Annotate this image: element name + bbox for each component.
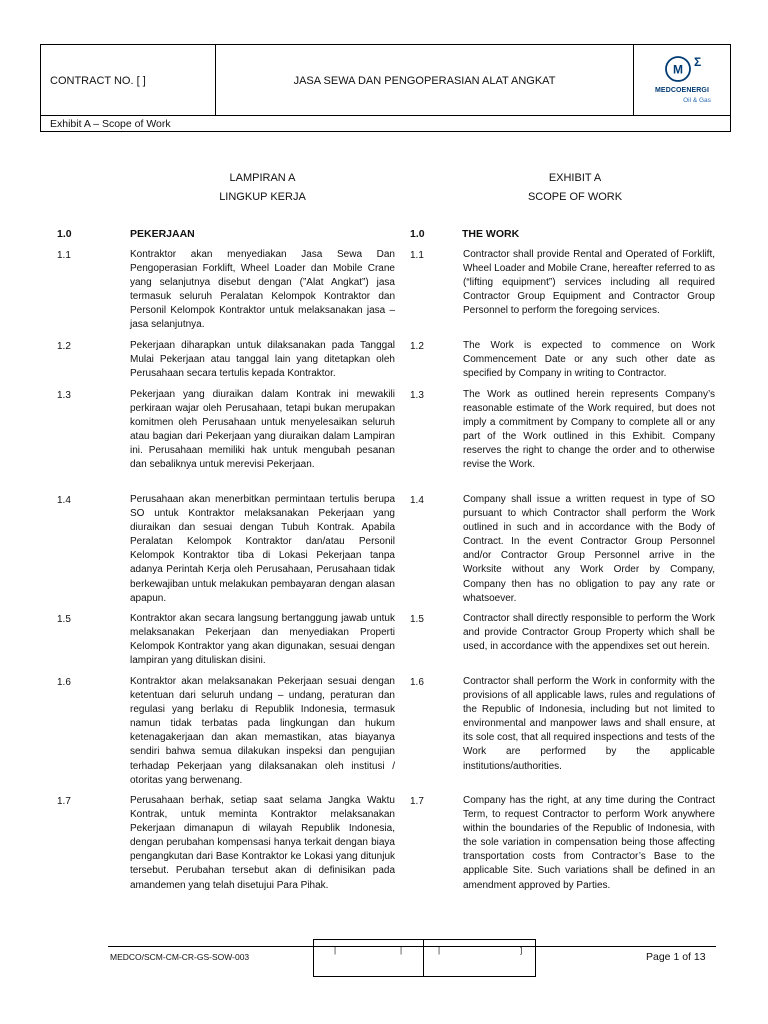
item-number-left: 1.7 <box>57 796 71 807</box>
item-number-left: 1.4 <box>57 495 71 506</box>
item-number-right: 1.2 <box>410 341 424 352</box>
logo-subtitle: Oil & Gas <box>683 97 711 104</box>
left-title-line1: LAMPIRAN A <box>229 172 296 184</box>
clause-text-en: Contractor shall provide Rental and Operated of Forklift, Wheel Loader and Mobile Crane, hereafter referred to as (“lifting equipment”) services including all required Contractor Group Equipment and Contractor Group Personnel to perform the foregoing services. <box>463 249 715 317</box>
left-section-title: PEKERJAAN <box>130 228 195 240</box>
item-number-right: 1.3 <box>410 390 424 401</box>
item-number-right: 1.4 <box>410 495 424 506</box>
page-number: Page 1 of 13 <box>646 951 706 963</box>
item-number-left: 1.2 <box>57 341 71 352</box>
logo-name: MEDCOENERGI <box>655 87 709 94</box>
clause-text-en: Contractor shall perform the Work in conformity with the provisions of all applicable laws, rules and regulations of the Republic of Indonesia, including but not limited to environmental and manpower laws and shall ensure, at its sole cost, that all required inspections and tests of the Work are performed by the applicable institutions/authorities. <box>463 676 715 772</box>
left-section-number: 1.0 <box>57 228 72 240</box>
clause-text-en: The Work as outlined herein represents Company’s reasonable estimate of the Work required, but does not imply a commitment by Company to complete all or any part of the Work outlined in this Exhibit. Company reserves the right to change the order and to otherwise revise the Work. <box>463 389 715 471</box>
item-number-left: 1.1 <box>57 250 71 261</box>
footer-approval-box <box>313 939 536 977</box>
item-number-right: 1.6 <box>410 677 424 688</box>
right-title-line1: EXHIBIT A <box>548 172 602 184</box>
item-number-right: 1.7 <box>410 796 424 807</box>
item-number-left: 1.5 <box>57 614 71 625</box>
clause-text-id: Pekerjaan diharapkan untuk dilaksanakan pada Tanggal Mulai Pekerjaan atau tanggal lain yang ditetapkan oleh Perusahaan secara tertulis kepada Kontraktor. <box>130 340 395 380</box>
svg-text:Σ: Σ <box>694 55 702 69</box>
item-number-left: 1.3 <box>57 390 71 401</box>
right-title-line2: SCOPE OF WORK <box>527 191 623 203</box>
clause-text-id: Kontraktor akan menyediakan Jasa Sewa Dan Pengoperasian Forklift, Wheel Loader dan Mobile Crane yang selanjutnya disebut dengan (”Alat Angkat”) jasa termasuk seluruh Peralatan Kelompok Kontraktor dan Personil Kelompok Kontraktor untuk melaksanakan jasa – jasa selanjutnya. <box>130 249 395 331</box>
item-number-right: 1.1 <box>410 250 424 261</box>
clause-text-id: Kontraktor akan secara langsung bertanggung jawab untuk melaksanakan Pekerjaan dan menyediakan Properti Kelompok Kontraktor yang akan digunakan, sesuai dengan lampiran yang dituliskan disini. <box>130 613 395 667</box>
document-header <box>40 44 731 132</box>
document-code: MEDCO/SCM-CM-CR-GS-SOW-003 <box>110 952 250 962</box>
clause-text-en: Contractor shall directly responsible to perform the Work and provide Contractor Group Property which shall be used, in accordance with the appendixes set out herein. <box>463 613 715 653</box>
right-column-title <box>440 169 710 207</box>
right-section-number: 1.0 <box>410 228 425 240</box>
clause-text-en: Company has the right, at any time during the Contract Term, to request Contractor to perform Work anywhere within the boundaries of the Republic of Indonesia, with the sole variation in compensation being those affecting transportation costs from Contractor’s Base to the applicable Site. Such variations shall be defined in an amendment approved by Parties. <box>463 795 715 891</box>
right-section-title: THE WORK <box>462 228 520 240</box>
company-logo <box>634 45 730 116</box>
svg-text:M: M <box>673 62 683 77</box>
contract-title: JASA SEWA DAN PENGOPERASIAN ALAT ANGKAT <box>216 45 634 116</box>
footer-mark: | <box>334 946 337 955</box>
left-title-line2: LINGKUP KERJA <box>219 191 306 203</box>
footer-box-divider <box>423 940 424 976</box>
left-column-title <box>130 169 395 207</box>
clause-text-id: Perusahaan akan menerbitkan permintaan tertulis berupa SO untuk Kontraktor melaksanakan Pekerjaan yang diuraikan dan sesuai dengan Tubuh Kontrak. Apabila Peralatan Kelompok Kontraktor dan/atau Personil Kelompok Kontraktor tiba di Lokasi Pekerjaan tanpa adanya Perintah Kerja oleh Perusahaan, Perusahaan tidak berkewajiban untuk melakukan pembayaran dengan alasan apapun. <box>130 494 395 604</box>
item-number-right: 1.5 <box>410 614 424 625</box>
clause-text-id: Pekerjaan yang diuraikan dalam Kontrak ini mewakili perkiraan wajar oleh Perusahaan, tetapi bukan merupakan komitmen oleh Perusahaan untuk menyelesaikan seluruh atau bagian dari Pekerjaan yang diuraikan dalam Lampiran ini. Perusahaan memiliki hak untuk mengubah pesanan dan sebaliknya untuk merevisi Pekerjaan. <box>130 389 395 471</box>
clause-text-en: The Work is expected to commence on Work Commencement Date or any such other date as specified by Company in writing to Contractor. <box>463 340 715 380</box>
clause-text-id: Perusahaan berhak, setiap saat selama Jangka Waktu Kontrak, untuk meminta Kontraktor melaksanakan Pekerjaan dimanapun di wilayah Republik Indonesia, dengan perubahan kompensasi hanya terkait dengan biaya pengangkutan dari Base Kontraktor ke Lokasi yang ditunjuk tersebut. Perubahan tersebut akan di definisikan pada amandemen yang telah disetujui Para Pihak. <box>130 795 395 891</box>
exhibit-label: Exhibit A – Scope of Work <box>50 118 171 130</box>
item-number-left: 1.6 <box>57 677 71 688</box>
clause-text-id: Kontraktor akan melaksanakan Pekerjaan sesuai dengan ketentuan dari seluruh undang – undang, peraturan dan regulasi yang berlaku di Republik Indonesia, termasuk namun tidak terbatas pada lingkungan dan hukum ketenagakerjaan dan akan memastikan, atas biayanya sendiri bahwa semua dilakukan inspeksi dan pengujian terhadap Pekerjaan yang dilaksanakan oleh institusi / otoritas yang berwenang. <box>130 676 395 786</box>
header-row <box>41 45 730 116</box>
footer-mark: | <box>400 946 403 955</box>
contract-number: CONTRACT NO. [ ] <box>41 45 216 116</box>
clause-text-en: Company shall issue a written request in type of SO pursuant to which Contractor shall perform the Work outlined in such and in accordance with the Body of Contract. In the event Contractor Group Personnel and/or Contractor Group Personnel arrive in the Worksite without any Work Order by Company, Company then has no obligation to pay any rate or whatsoever. <box>463 494 715 604</box>
footer-mark: | <box>438 946 441 955</box>
footer-mark: ] <box>520 946 523 955</box>
medcoenergi-logo-icon <box>661 53 711 83</box>
